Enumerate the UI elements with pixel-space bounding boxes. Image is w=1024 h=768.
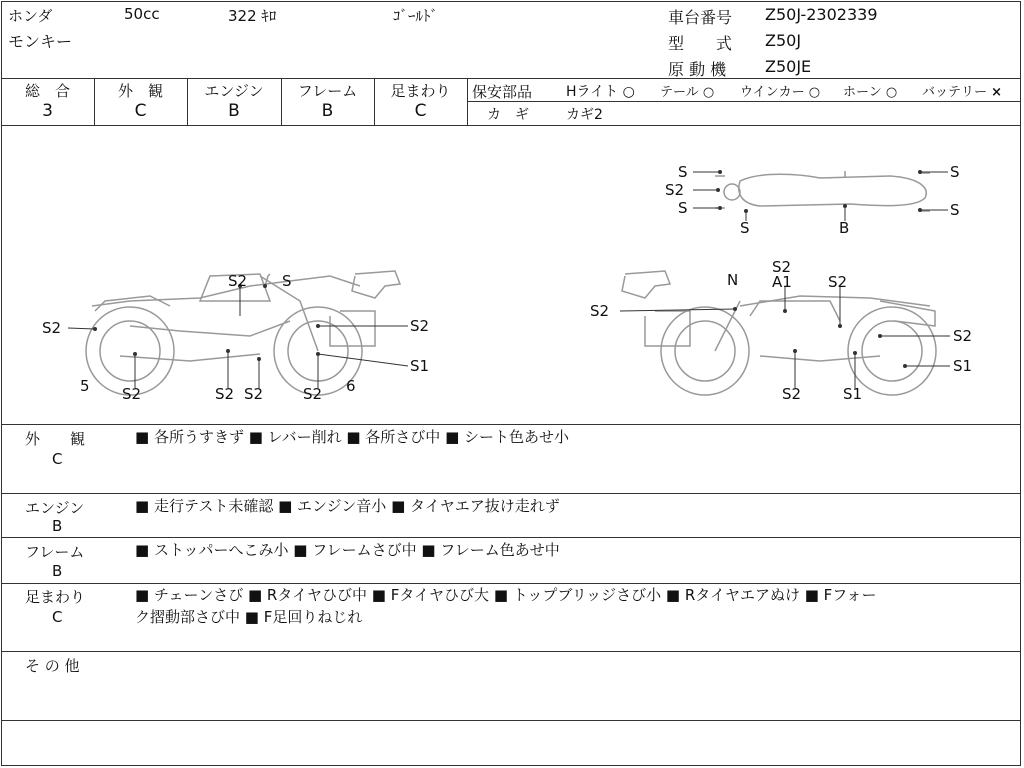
- top-view-outline: [715, 171, 930, 211]
- divider: [1, 720, 1021, 721]
- grade-suspension-value: C: [414, 101, 427, 121]
- right-s2-e: S2: [782, 385, 802, 403]
- left-s2-d: S2: [122, 385, 142, 403]
- type-value: Z50J: [765, 31, 802, 50]
- frame-no: Z50J-2302339: [765, 5, 878, 24]
- note-frame-label: フレーム: [25, 543, 85, 561]
- safety-battery: バッテリー ×: [922, 85, 1003, 100]
- type-label: 型 式: [668, 34, 733, 53]
- left-num-6: 6: [346, 377, 356, 395]
- left-s2-b: S2: [228, 272, 248, 290]
- diagram-labels: [42, 163, 972, 403]
- note-suspension-text-2: ク摺動部さび中 ■ F足回りねじれ: [135, 608, 363, 626]
- safety-headlight: Hライト ○: [566, 84, 635, 100]
- note-suspension-text: ■ チェーンさび ■ Rタイヤひび中 ■ Fタイヤひび大 ■ トップブリッジさび小 ■ Rタイヤエアぬけ ■ Fフォー: [135, 586, 877, 604]
- left-s2-f: S2: [244, 385, 264, 403]
- right-s1-a: S1: [953, 357, 973, 375]
- safety-label: 保安部品: [472, 83, 533, 101]
- top-s-e: S: [950, 201, 960, 219]
- left-s1: S1: [410, 357, 430, 375]
- note-engine-label: エンジン: [25, 499, 85, 517]
- left-s2-g: S2: [303, 385, 323, 403]
- right-s2-b: S2: [772, 258, 792, 276]
- right-s2-a: S2: [590, 302, 610, 320]
- note-other-label: そ の 他: [25, 657, 80, 675]
- right-a1: A1: [772, 273, 792, 291]
- maker: ホンダ: [8, 7, 53, 25]
- top-s-d: S: [950, 163, 960, 181]
- grade-suspension-label: 足まわり: [390, 82, 451, 100]
- damage-diagram: [0, 126, 1022, 424]
- grade-frame-label: フレーム: [297, 82, 358, 100]
- engine-value: Z50JE: [765, 57, 812, 76]
- color: ｺﾞｰﾙﾄﾞ: [393, 7, 439, 25]
- top-s2: S2: [665, 181, 685, 199]
- left-s2-a: S2: [42, 319, 62, 337]
- left-s2-c: S2: [410, 317, 430, 335]
- safety-tail: テール ○: [660, 85, 715, 100]
- divider: [1, 537, 1021, 538]
- frame-no-label: 車台番号: [668, 8, 733, 27]
- key-value: カギ2: [566, 107, 603, 123]
- grade-frame-value: B: [321, 101, 334, 121]
- divider: [467, 78, 468, 125]
- key-label: カ ギ: [487, 107, 529, 123]
- right-s1-b: S1: [843, 385, 863, 403]
- divider: [1, 651, 1021, 652]
- right-s2-c: S2: [828, 273, 848, 291]
- note-suspension-grade: C: [52, 608, 63, 626]
- note-exterior-grade: C: [52, 450, 63, 468]
- right-n: N: [727, 271, 739, 289]
- note-engine-grade: B: [52, 517, 63, 535]
- divider: [467, 101, 1021, 102]
- divider: [1, 424, 1021, 425]
- right-s2-d: S2: [953, 327, 973, 345]
- left-num-5: 5: [80, 377, 90, 395]
- note-exterior-label: 外 観: [25, 430, 86, 448]
- diagram-dots: [93, 170, 922, 368]
- note-frame-grade: B: [52, 562, 63, 580]
- grade-exterior-value: C: [134, 101, 147, 121]
- safety-winker: ウインカー ○: [740, 85, 821, 100]
- divider: [1, 493, 1021, 494]
- grade-engine-label: エンジン: [204, 82, 264, 100]
- grade-exterior-label: 外 観: [117, 82, 163, 100]
- divider: [1, 78, 1021, 79]
- engine-label: 原 動 機: [668, 60, 727, 79]
- top-s-b: S: [678, 199, 688, 217]
- top-b: B: [839, 219, 850, 237]
- displacement: 50cc: [124, 5, 160, 23]
- grade-total-value: 3: [42, 101, 53, 121]
- left-s-a: S: [282, 272, 292, 290]
- model-name: モンキー: [8, 32, 73, 51]
- note-engine-text: ■ 走行テスト未確認 ■ エンジン音小 ■ タイヤエア抜け走れず: [135, 497, 560, 515]
- note-frame-text: ■ ストッパーへこみ小 ■ フレームさび中 ■ フレーム色あせ中: [135, 541, 560, 559]
- mileage: 322 ｷﾛ: [228, 7, 277, 25]
- top-s-a: S: [678, 163, 688, 181]
- note-exterior-text: ■ 各所うすきず ■ レバー削れ ■ 各所さび中 ■ シート色あせ小: [135, 428, 570, 446]
- grade-total-label: 総 合: [24, 82, 70, 100]
- safety-horn: ホーン ○: [843, 85, 898, 100]
- note-suspension-label: 足まわり: [25, 588, 86, 606]
- grade-engine-value: B: [228, 101, 240, 121]
- left-s2-e: S2: [215, 385, 235, 403]
- top-s-c: S: [740, 219, 750, 237]
